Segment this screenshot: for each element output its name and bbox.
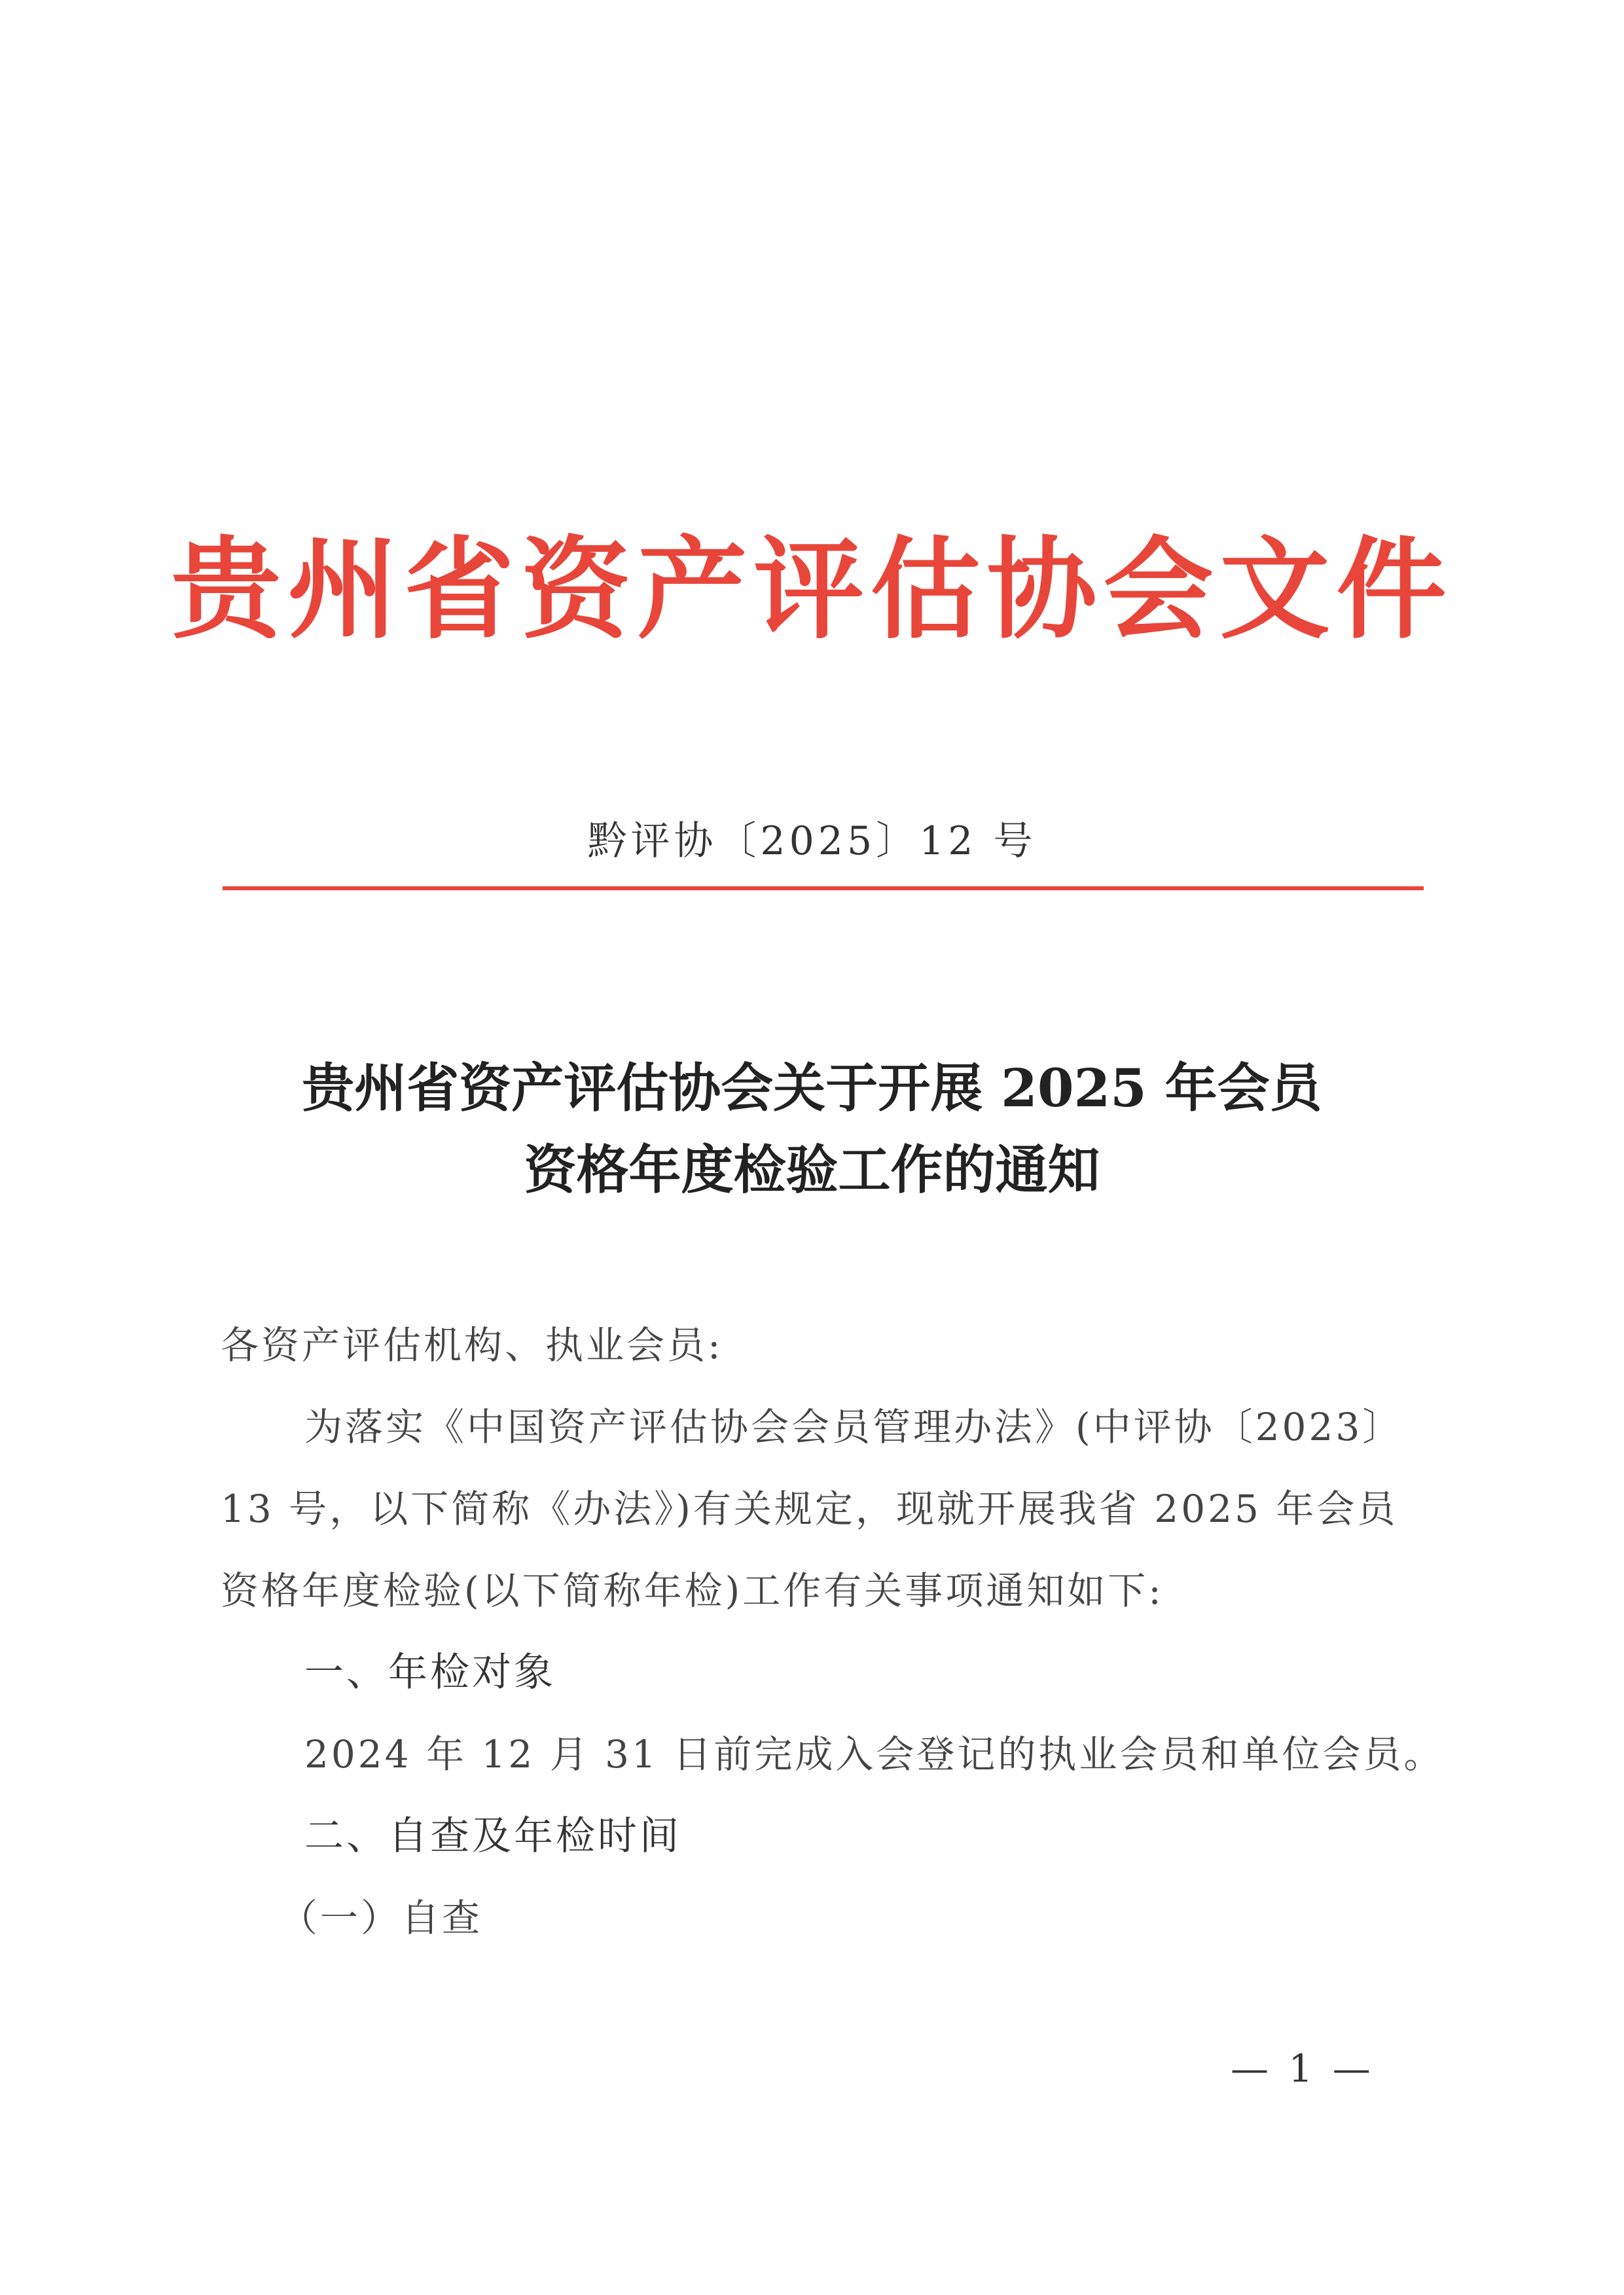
page-number: — 1 —	[1231, 2046, 1375, 2091]
salutation: 各资产评估机构、执业会员:	[221, 1323, 723, 1367]
paragraph-1-line-2: 13 号，以下简称《办法》)有关规定，现就开展我省 2025 年会员	[221, 1487, 1398, 1531]
notice-title	[0, 1047, 1624, 1211]
paragraph-1-line-1: 为落实《中国资产评估协会会员管理办法》(中评协〔2023〕	[304, 1405, 1403, 1449]
section-2-subheading-1: （一）自查	[280, 1896, 483, 1940]
section-2-heading: 二、自查及年检时间	[304, 1813, 681, 1859]
document-number: 黔评协〔2025〕12 号	[587, 818, 1037, 864]
notice-title-line-1: 贵州省资产评估协会关于开展 2025 年会员	[302, 1057, 1322, 1119]
section-1-heading: 一、年检对象	[304, 1650, 556, 1695]
notice-title-line-2: 资格年度检验工作的通知	[524, 1139, 1100, 1201]
org-document-title: 贵州省资产评估协会文件	[171, 524, 1453, 654]
paragraph-1-line-3: 资格年度检验(以下简称年检)工作有关事项通知如下:	[221, 1568, 1164, 1613]
notice-body	[221, 1305, 1445, 1959]
section-1-text: 2024 年 12 月 31 日前完成入会登记的执业会员和单位会员。	[304, 1732, 1445, 1777]
red-divider	[223, 886, 1424, 890]
